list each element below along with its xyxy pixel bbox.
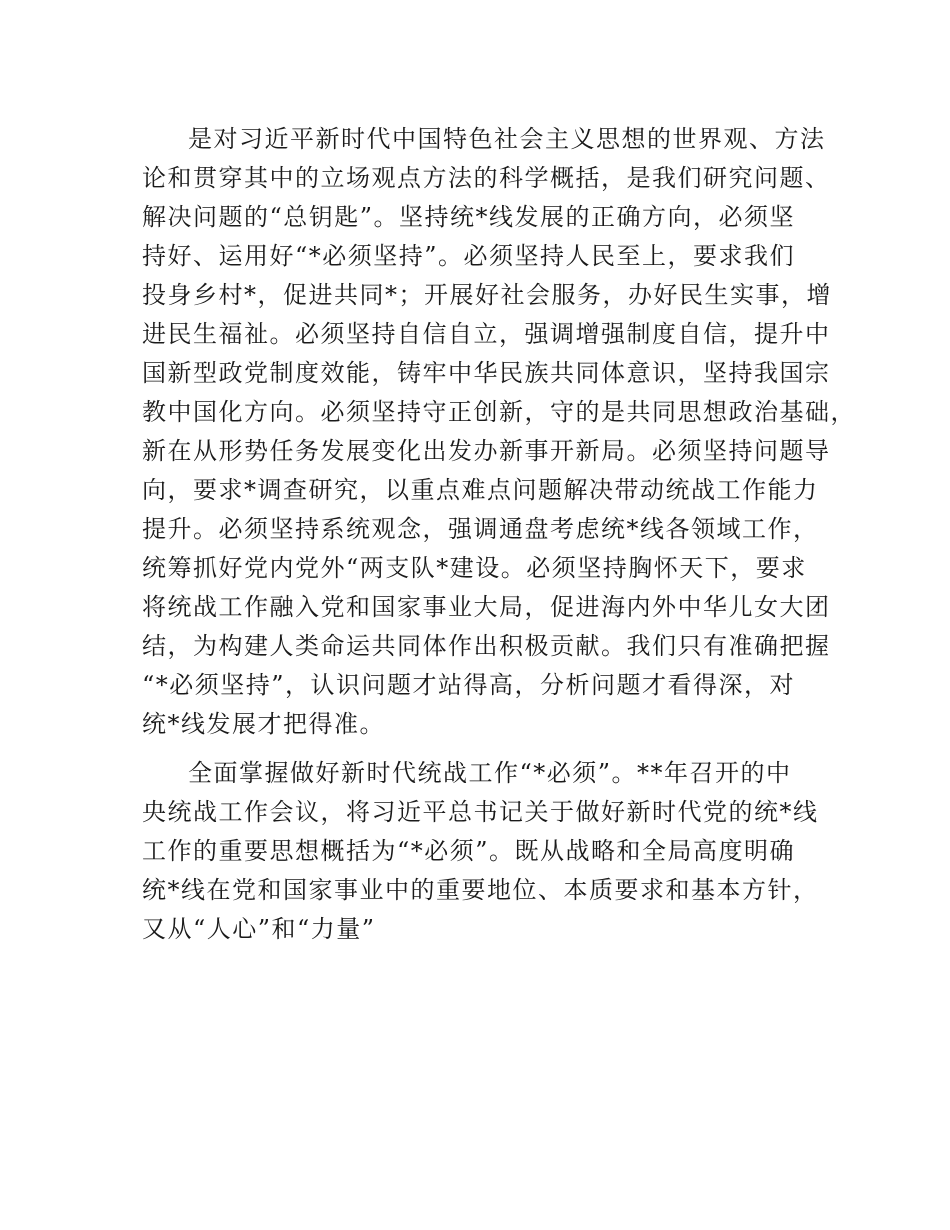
paragraph-1 — [142, 120, 856, 744]
text-line: 解决问题的“总钥匙”。坚持统*线发展的正确方向，必须坚 — [142, 203, 796, 231]
text-line: 向，要求*调查研究，以重点难点问题解决带动统战工作能力 — [142, 476, 819, 504]
text-line: 结，为构建人类命运共同体作出积极贡献。我们只有准确把握 — [142, 632, 831, 660]
text-line: 统*线在党和国家事业中的重要地位、本质要求和基本方针， — [142, 876, 819, 904]
text-line: 全面掌握做好新时代统战工作“*必须”。**年召开的中 — [188, 759, 792, 787]
text-line: 央统战工作会议，将习近平总书记关于做好新时代党的统*线 — [142, 798, 819, 826]
text-line: 教中国化方向。必须坚持守正创新，守的是共同思想政治基础， — [142, 398, 856, 426]
paragraph-2 — [142, 754, 822, 949]
text-line: 新在从形势任务发展变化出发办新事开新局。必须坚持问题导 — [142, 437, 831, 465]
text-line: 又从“人心”和“力量” — [142, 915, 376, 943]
text-line: 工作的重要思想概括为“*必须”。既从战略和全局高度明确 — [142, 837, 796, 865]
text-line: 统筹抓好党内党外“两支队*建设。必须坚持胸怀天下，要求 — [142, 554, 807, 582]
text-line: 进民生福祉。必须坚持自信自立，强调增强制度自信，提升中 — [142, 320, 831, 348]
text-line: 持好、运用好“*必须坚持”。必须坚持人民至上，要求我们 — [142, 242, 796, 270]
text-line: 统*线发展才把得准。 — [142, 710, 385, 738]
text-line: 国新型政党制度效能，铸牢中华民族共同体意识，坚持我国宗 — [142, 359, 831, 387]
paragraph-spacer — [142, 744, 822, 754]
text-line: 将统战工作融入党和国家事业大局，促进海内外中华儿女大团 — [142, 593, 831, 621]
document-body — [142, 120, 856, 949]
text-line: 投身乡村*，促进共同*；开展好社会服务，办好民生实事，增 — [142, 281, 832, 309]
text-line: 提升。必须坚持系统观念，强调通盘考虑统*线各领域工作， — [142, 515, 819, 543]
text-line: 是对习近平新时代中国特色社会主义思想的世界观、方法 — [188, 125, 826, 153]
text-line: 论和贯穿其中的立场观点方法的科学概括，是我们研究问题、 — [142, 164, 831, 192]
text-line: “*必须坚持”，认识问题才站得高，分析问题才看得深，对 — [142, 671, 796, 699]
